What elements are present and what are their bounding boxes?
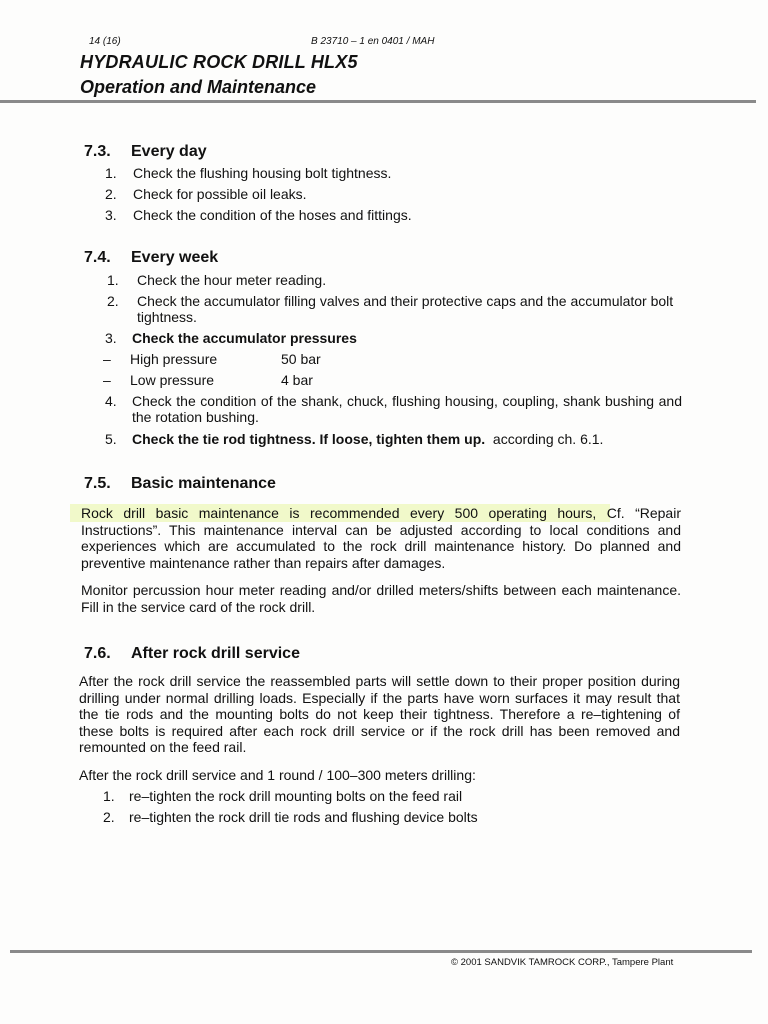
page-number: 14 (16) — [89, 36, 121, 47]
list-item-text: Check the condition of the shank, chuck, flushing housing, coupling, shank bushing and the rotation bushing. — [132, 393, 682, 425]
list-item-number: 2. — [107, 293, 119, 309]
section-heading-7-5 — [84, 475, 276, 493]
list-item-number: 1. — [103, 788, 115, 804]
list-item-text: Check the flushing housing bolt tightness. — [133, 165, 392, 181]
footer-copyright: © 2001 SANDVIK TAMROCK CORP., Tampere Plant — [451, 957, 674, 968]
paragraph-after-round: After the rock drill service and 1 round / 100–300 meters drilling: — [79, 767, 476, 783]
document-reference: B 23710 – 1 en 0401 / MAH — [311, 36, 435, 47]
footer-divider — [10, 950, 752, 953]
list-item-number: 1. — [105, 165, 117, 181]
paragraph-basic-maintenance: Rock drill basic maintenance is recommended every 500 operating hours, Cf. “Repair Instructions”. This maintenance interval can be adjusted according to local conditions and experiences which are accumulated to the rock drill maintenance history. Do planned and preventive maintenance rather than repairs after damages. — [81, 505, 681, 571]
header-divider — [0, 100, 756, 103]
list-item-number: 3. — [105, 330, 117, 346]
document-subtitle: Operation and Maintenance — [80, 77, 317, 97]
list-item-number: 1. — [107, 272, 119, 288]
pressure-value: 50 bar — [281, 351, 321, 367]
section-number: 7.5. — [84, 475, 111, 492]
section-heading-7-6 — [84, 645, 300, 663]
list-item-number: 2. — [105, 186, 117, 202]
pressure-value: 4 bar — [281, 372, 313, 388]
list-item-reference: according ch. 6.1. — [492, 431, 604, 447]
paragraph-after-service: After the rock drill service the reassembled parts will settle down to their proper position during drilling under normal drilling loads. Especially if the parts have worn surfaces it may result that the tie rods and the mounting bolts do not keep their tightness. Therefore a re–tightening of these bolts is required after each rock drill service or if the rock drill has been removed and remounted on the feed rail. — [79, 673, 680, 755]
list-item-bold-text: Check the tie rod tightness. If loose, tighten them up. — [132, 431, 486, 447]
section-heading-7-4 — [84, 249, 218, 267]
list-item-text: re–tighten the rock drill tie rods and flushing device bolts — [129, 809, 478, 825]
list-item-number: 2. — [103, 809, 115, 825]
section-title: After rock drill service — [131, 645, 300, 662]
list-item-text: Check the accumulator pressures — [132, 330, 357, 346]
paragraph-monitor: Monitor percussion hour meter reading and/or drilled meters/shifts between each maintenance. Fill in the service card of the rock drill. — [81, 582, 681, 615]
list-item-number: 3. — [105, 207, 117, 223]
section-number: 7.4. — [84, 249, 111, 266]
dash-marker: – — [103, 351, 111, 367]
section-number: 7.3. — [84, 143, 111, 160]
list-item-text: Check the accumulator filling valves and their protective caps and the accumulator bolt tightness. — [137, 293, 674, 325]
section-title: Every week — [131, 249, 219, 266]
section-title: Basic maintenance — [131, 475, 276, 492]
list-item-text: Check for possible oil leaks. — [133, 186, 307, 202]
section-title: Every day — [131, 143, 207, 160]
document-title: HYDRAULIC ROCK DRILL HLX5 — [80, 52, 358, 72]
list-item-number: 4. — [105, 393, 117, 409]
list-item-text: Check the hour meter reading. — [137, 272, 327, 288]
list-item-number: 5. — [105, 431, 117, 447]
pressure-label: High pressure — [130, 351, 218, 367]
list-item-text: Check the condition of the hoses and fittings. — [133, 207, 412, 223]
list-item-text: re–tighten the rock drill mounting bolts on the feed rail — [129, 788, 463, 804]
section-number: 7.6. — [84, 645, 111, 662]
dash-marker: – — [103, 372, 111, 388]
section-heading-7-3 — [84, 143, 207, 161]
list-item-text — [132, 431, 603, 447]
pressure-label: Low pressure — [130, 372, 215, 388]
